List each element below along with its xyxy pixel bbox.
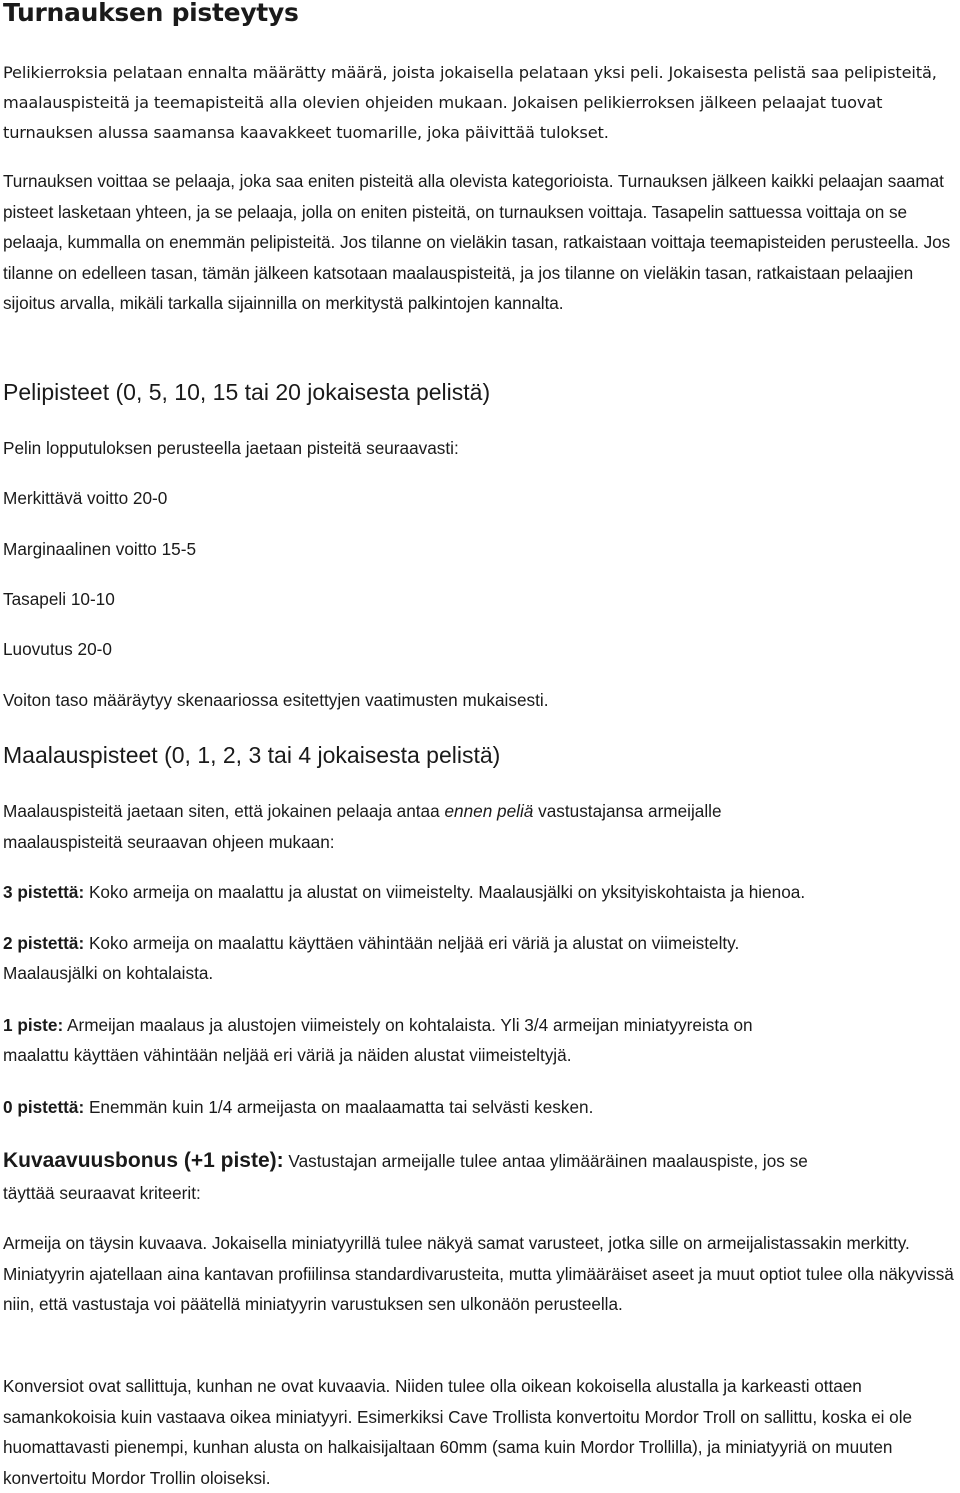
paint-item-0	[3, 1095, 593, 1119]
paint-item-1-line2: maalattu käyttäen vähintään neljää eri väriä ja näiden alustat viimeisteltyjä.	[3, 1045, 572, 1065]
game-points-heading: Pelipisteet (0, 5, 10, 15 tai 20 jokaisesta pelistä)	[3, 379, 491, 405]
bonus-text: Vastustajan armeijalle tulee antaa ylimääräinen maalauspiste, jos se	[283, 1151, 808, 1171]
intro-paragraph: Pelikierroksia pelataan ennalta määrätty määrä, joista jokaisella pelataan yksi peli. Jokaisesta pelistä saa pelipisteitä, maalauspisteitä ja teemapisteitä alla olevien ohjeiden mukaan. Jokaisen pelikierroksen jälkeen pelaajat tuovat turnauksen alussa saamansa kaavakkeet tuomarille, joka päivittää tulokset.	[3, 63, 937, 142]
paint-item-label: 0 pistettä:	[3, 1097, 85, 1117]
lead-text: Maalauspisteitä jaetaan siten, että jokainen pelaaja antaa	[3, 801, 445, 821]
bonus-line	[3, 1147, 808, 1175]
lead-italic: ennen peliä	[444, 801, 534, 821]
paint-points-lead	[3, 799, 722, 823]
game-points-item: Luovutus 20-0	[3, 639, 112, 659]
bonus-paragraph-1: Armeija on täysin kuvaava. Jokaisella miniatyyrillä tulee näkyä samat varusteet, jotka sille on armeijalistassakin merkitty. Miniatyyrin ajatellaan aina kantavan profiilinsa standardivarusteita, mutta ylimääräiset aseet ja muut optiot tulee olla näkyvissä niin, että vastustaja voi päätellä miniatyyrin varustuksen sen ulkonäön perusteella.	[3, 1233, 954, 1314]
bonus-paragraph-2: Konversiot ovat sallittuja, kunhan ne ovat kuvaavia. Niiden tulee olla oikean kokoisella alustalla ja karkeasti ottaen samankokoisia kuin vastaava oikea miniatyyri. Esimerkiksi Cave Trollista konvertoitu Mordor Troll on sallittu, koska ei ole huomattavasti pienempi, kunhan alusta on halkaisijaltaan 60mm (sama kuin Mordor Trollilla), ja miniatyyriä on muuten konvertoitu Mordor Trollin oloiseksi.	[3, 1376, 912, 1488]
game-points-lead: Pelin lopputuloksen perusteella jaetaan pisteitä seuraavasti:	[3, 438, 459, 458]
page-title: Turnauksen pisteytys	[3, 0, 299, 27]
bonus-label: Kuvaavuusbonus (+1 piste):	[3, 1149, 284, 1172]
paint-item-text: Koko armeija on maalattu ja alustat on viimeistelty. Maalausjälki on yksityiskohtaista ja hienoa.	[84, 882, 806, 902]
paint-points-heading: Maalauspisteet (0, 1, 2, 3 tai 4 jokaisesta pelistä)	[3, 742, 501, 768]
paint-item-text: Koko armeija on maalattu käyttäen vähintään neljää eri väriä ja alustat on viimeistelty.	[84, 933, 740, 953]
winner-paragraph: Turnauksen voittaa se pelaaja, joka saa eniten pisteitä alla olevista kategorioista. Turnauksen jälkeen kaikki pelaajan saamat pisteet lasketaan yhteen, ja se pelaaja, jolla on eniten pisteitä, on turnauksen voittaja. Tasapelin sattuessa voittaja on se pelaaja, kummalla on enemmän pelipisteitä. Jos tilanne on vieläkin tasan, ratkaistaan voittaja teemapisteiden perusteella. Jos tilanne on edelleen tasan, tämän jälkeen katsotaan maalauspisteitä, ja jos tilanne on vieläkin tasan, ratkaistaan pelaajien sijoitus arvalla, mikäli tarkalla sijainnilla on merkitystä palkintojen kannalta.	[3, 171, 951, 313]
game-points-item: Marginaalinen voitto 15-5	[3, 539, 196, 559]
paint-points-lead-line2: maalauspisteitä seuraavan ohjeen mukaan:	[3, 832, 335, 852]
paint-item-text: Armeijan maalaus ja alustojen viimeistely on kohtalaista. Yli 3/4 armeijan miniatyyreista on	[63, 1015, 753, 1035]
paint-item-1	[3, 1013, 753, 1037]
game-points-item: Tasapeli 10-10	[3, 589, 115, 609]
paint-item-label: 2 pistettä:	[3, 933, 85, 953]
bonus-line2: täyttää seuraavat kriteerit:	[3, 1183, 201, 1203]
game-points-item: Merkittävä voitto 20-0	[3, 488, 168, 508]
paint-item-2	[3, 931, 739, 955]
paint-item-text: Enemmän kuin 1/4 armeijasta on maalaamatta tai selvästi kesken.	[84, 1097, 594, 1117]
paint-item-label: 3 pistettä:	[3, 882, 85, 902]
paint-item-2-line2: Maalausjälki on kohtalaista.	[3, 963, 214, 983]
paint-item-label: 1 piste:	[3, 1015, 64, 1035]
game-points-note: Voiton taso määräytyy skenaariossa esitettyjen vaatimusten mukaisesti.	[3, 690, 549, 710]
lead-text-after: vastustajansa armeijalle	[533, 801, 722, 821]
paint-item-3	[3, 880, 805, 904]
